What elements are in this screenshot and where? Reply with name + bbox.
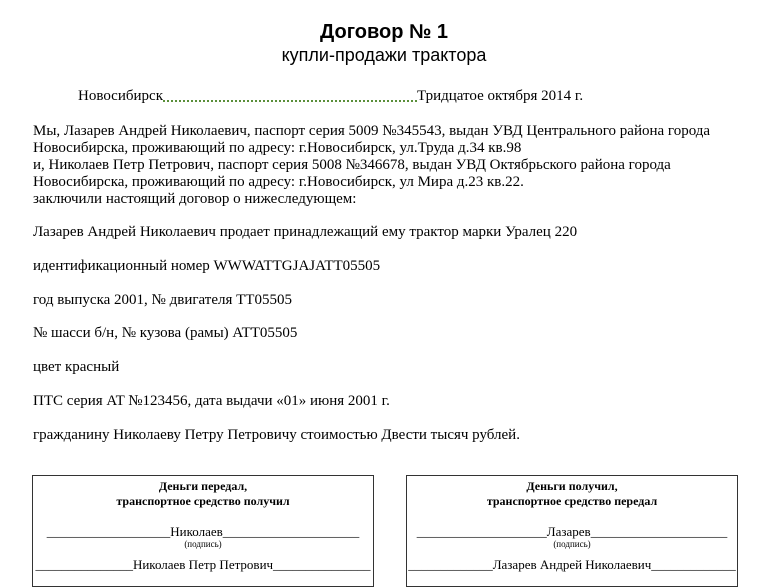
city: Новосибирск [78,88,163,104]
dotted-filler [163,86,417,102]
buyer-signature-box [406,475,738,587]
seller-name-line: _______________Николаев Петр Петрович_______________ [35,557,371,572]
parties-line-2: Новосибирска, проживающий по адресу: г.Новосибирск, ул.Труда д.34 кв.98 [33,140,522,156]
buyer-name-line: _____________Лазарев Андрей Николаевич_____________ [408,557,736,572]
parties-line-1: Мы, Лазарев Андрей Николаевич, паспорт серия 5009 №345543, выдан УВД Центрального района города [33,123,711,139]
seller-sign-hint: (подпись) [184,539,222,549]
parties-line-5: заключили настоящий договор о нижеследующем: [33,191,357,207]
document-title: Договор № 1 [320,21,448,43]
buyer-sign-hint: (подпись) [553,539,591,549]
seller-heading-1: Деньги передал, [158,479,248,493]
buyer-heading-2: транспортное средство передал [486,494,658,508]
seller-sign-line: ___________________Николаев_____________________ [46,524,360,539]
seller-heading-2: транспортное средство получил [116,494,290,508]
item-year-engine: год выпуска 2001, № двигателя TT05505 [33,292,292,308]
seller-signature-box [32,475,374,587]
parties-line-4: Новосибирска, проживающий по адресу: г.Новосибирск, ул Мира д.23 кв.22. [33,174,524,190]
contract-date: Тридцатое октября 2014 г. [416,88,584,104]
buyer-heading-1: Деньги получил, [526,479,618,493]
place-date-line [78,86,583,105]
item-color: цвет красный [33,359,120,375]
item-buyer-price: гражданину Николаеву Петру Петровичу стоимостью Двести тысяч рублей. [33,427,520,443]
document-subtitle: купли-продажи трактора [281,45,487,65]
item-tractor: Лазарев Андрей Николаевич продает принадлежащий ему трактор марки Уралец 220 [33,224,578,240]
item-vin: идентификационный номер WWWATTGJAJATT05505 [33,258,381,274]
parties-line-3: и, Николаев Петр Петрович, паспорт серия 5008 №346678, выдан УВД Октябрьского района города [33,157,671,173]
buyer-sign-line: ____________________Лазарев_____________________ [416,524,728,539]
item-pts: ПТС серия AT №123456, дата выдачи «01» июня 2001 г. [33,393,390,409]
item-chassis-body: № шасси б/н, № кузова (рамы) ATT05505 [33,325,298,341]
